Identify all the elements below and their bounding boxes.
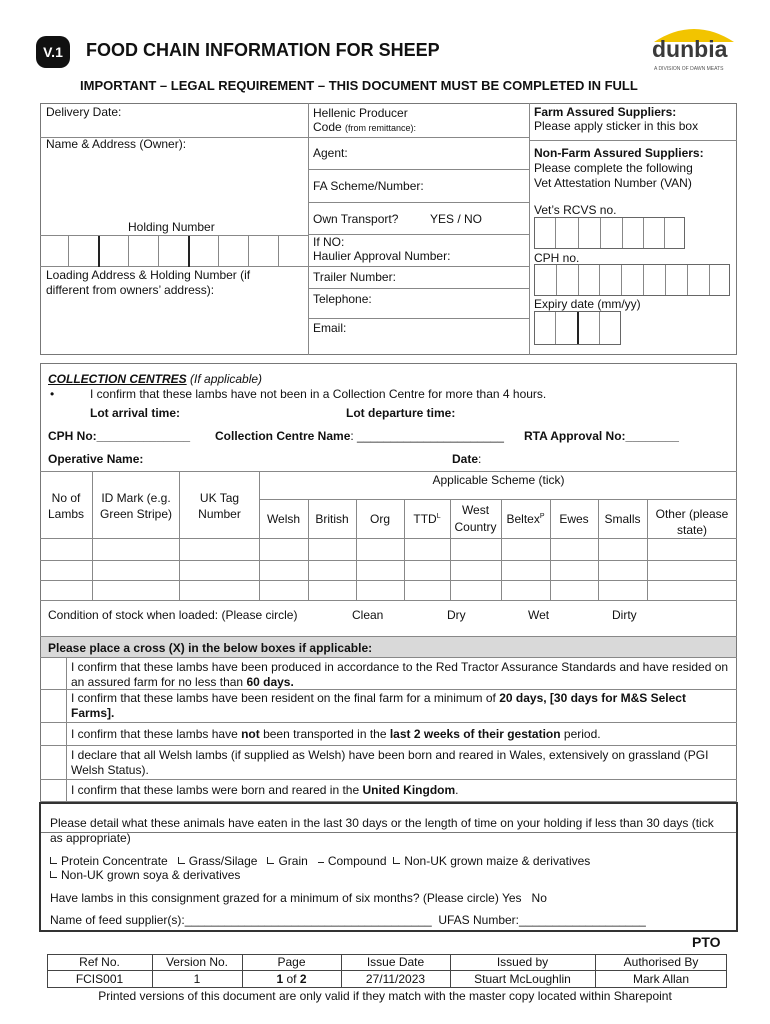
r5-text: I confirm that these lambs were born and reared in the [71, 783, 363, 797]
page-of: of [283, 972, 300, 986]
non-farm-text-1: Please complete the following [534, 161, 693, 175]
farm-assured-text: Please apply sticker in this box [534, 119, 699, 133]
feed-compound-label: Compound [327, 854, 387, 868]
beltex-sup: P [539, 513, 545, 520]
r3-text-c: been transported in the [259, 727, 390, 741]
scheme-ttd [404, 512, 450, 526]
cph-boxes[interactable] [534, 264, 730, 296]
vets-rcvs-boxes[interactable] [534, 217, 685, 249]
footer-hdr-issued-by: Issued by [496, 955, 549, 969]
scheme-west-country: West Country [454, 503, 497, 534]
code-note: (from remittance): [345, 123, 417, 133]
loading-address-label: Loading Address & Holding Number (if different from owners’ address): [46, 268, 251, 297]
non-farm-text-2: Vet Attestation Number (VAN) [534, 176, 692, 190]
col-no-of-lambs: No of Lambs [47, 491, 85, 521]
scheme-welsh: Welsh [266, 512, 301, 526]
feed-grass-label: Grass/Silage [188, 854, 258, 868]
scheme-beltex [501, 512, 550, 526]
footer-ref: FCIS001 [75, 972, 124, 986]
code-text: Code [313, 120, 342, 134]
collection-centres-title [48, 372, 262, 386]
footer-authorised-by: Mark Allan [632, 972, 690, 986]
lot-arrival-time-label: Lot arrival time: [90, 406, 181, 420]
cross-box-4[interactable] [41, 746, 66, 779]
farm-assured-title: Farm Assured Suppliers: [534, 105, 677, 119]
centre-name-blank: : ______________________ [350, 429, 504, 443]
feed-grass[interactable] [178, 854, 258, 868]
footer-hdr-issue-date: Issue Date [366, 955, 425, 969]
condition-dry[interactable]: Dry [447, 608, 466, 622]
cross-statement-1 [71, 660, 731, 690]
telephone-label: Telephone: [313, 292, 372, 306]
lot-departure-time-label: Lot departure time: [346, 406, 456, 420]
condition-label: Condition of stock when loaded: (Please circle) [48, 608, 298, 622]
cph-no-label: CPH no. [534, 251, 580, 265]
r1-text: I confirm that these lambs have been produced in accordance to the Red Tractor Assurance Standards and have resided on an assured farm for no less than [71, 660, 729, 689]
condition-dirty[interactable]: Dirty [612, 608, 637, 622]
footer-issued-by: Stuart McLoughlin [474, 972, 571, 986]
page-total: 2 [299, 972, 307, 986]
feed-protein[interactable] [50, 854, 168, 868]
cross-box-3[interactable] [41, 723, 66, 745]
haulier-approval-label: Haulier Approval Number: [313, 249, 451, 263]
feed-maize-label: Non-UK grown maize & derivatives [404, 854, 591, 868]
scheme-beltex-text: Beltex [506, 512, 540, 526]
fa-scheme-label: FA Scheme/Number: [313, 179, 424, 193]
rta-approval-field[interactable]: RTA Approval No:________ [524, 429, 679, 443]
r3-text-e: period. [560, 727, 601, 741]
footer-issue-date: 27/11/2023 [365, 972, 426, 986]
operative-name-label: Operative Name: [48, 452, 144, 466]
version-badge: V.1 [36, 36, 70, 68]
cross-statement-5 [71, 783, 731, 797]
centre-name-label: Collection Centre Name [215, 429, 351, 443]
feed-intro: Please detail what these animals have eaten in the last 30 days or the length of time on your holding if less than 30 days (tick as appropriate) [50, 816, 714, 845]
pto-label: PTO [692, 934, 721, 950]
cross-statement-3 [71, 727, 731, 741]
feed-maize[interactable] [393, 854, 590, 868]
expiry-date-boxes[interactable] [534, 311, 621, 345]
r1-bold: 60 days. [246, 675, 294, 689]
logo-subtitle: A DIVISION OF DAWN MEATS [654, 66, 724, 72]
r3-bold-gestation: last 2 weeks of their gestation [389, 727, 561, 741]
expiry-date-label: Expiry date (mm/yy) [534, 297, 641, 311]
footer-note: Printed versions of this document are only valid if they match with the master copy located within Sharepoint [98, 989, 672, 1003]
scheme-british: British [315, 512, 349, 526]
scheme-org: Org [369, 512, 390, 526]
hellenic-producer-label: Hellenic Producer [313, 106, 408, 120]
condition-clean[interactable]: Clean [352, 608, 384, 622]
non-farm-assured-title: Non-Farm Assured Suppliers: [534, 146, 704, 160]
scheme-ewes: Ewes [559, 512, 589, 526]
footer-hdr-page: Page [277, 955, 306, 969]
feed-soya[interactable] [50, 868, 240, 882]
date-colon: : [478, 452, 482, 466]
cph-no-field[interactable]: CPH No:______________ [48, 429, 191, 443]
dunbia-logo [648, 22, 740, 78]
feed-grain-label: Grain [278, 854, 308, 868]
cross-box-1[interactable] [41, 658, 66, 689]
cross-statement-4: I declare that all Welsh lambs (if supplied as Welsh) have been born and reared in Wales, extensively on grassland (PGI Welsh Status). [71, 748, 709, 777]
footer-page [242, 972, 341, 986]
feed-soya-label: Non-UK grown soya & derivatives [61, 868, 241, 882]
legal-notice: IMPORTANT – LEGAL REQUIREMENT – THIS DOCUMENT MUST BE COMPLETED IN FULL [80, 78, 638, 93]
trailer-number-label: Trailer Number: [313, 270, 396, 284]
col-uk-tag: UK Tag Number [198, 491, 241, 521]
page-current: 1 [276, 972, 284, 986]
feed-compound[interactable] [318, 854, 387, 868]
cross-statement-2 [71, 691, 731, 721]
owner-name-address-label: Name & Address (Owner): [46, 137, 187, 151]
date-text: Date [452, 452, 479, 466]
delivery-date-label: Delivery Date: [46, 105, 122, 119]
footer-hdr-version: Version No. [165, 955, 229, 969]
cross-box-2[interactable] [41, 690, 66, 722]
collection-title-note: (If applicable) [190, 372, 263, 386]
r3-bold-not: not [241, 727, 260, 741]
r3-text-a: I confirm that these lambs have [71, 727, 242, 741]
feed-supplier-field[interactable]: Name of feed supplier(s):_____________________________________ UFAS Number:___________________ [50, 913, 646, 927]
grazed-question[interactable]: Have lambs in this consignment grazed for a minimum of six months? (Please circle) Yes No [50, 891, 547, 905]
scheme-smalls: Smalls [604, 512, 641, 526]
condition-wet[interactable]: Wet [528, 608, 550, 622]
collection-centre-name-field[interactable] [215, 429, 504, 443]
col-id-mark: ID Mark (e.g. Green Stripe) [99, 491, 173, 521]
own-transport-label: Own Transport? [313, 212, 399, 226]
cross-box-5[interactable] [41, 780, 66, 801]
collection-title-text: COLLECTION CENTRES [48, 372, 187, 386]
feed-protein-label: Protein Concentrate [61, 854, 168, 868]
footer-hdr-ref: Ref No. [79, 955, 120, 969]
ttd-sup: L [436, 513, 441, 520]
holding-number-boxes[interactable] [40, 235, 308, 267]
feed-options-row1 [50, 854, 590, 868]
email-label: Email: [313, 321, 347, 335]
feed-options-row2 [50, 868, 240, 882]
holding-number-label: Holding Number [128, 220, 215, 234]
footer-version: 1 [193, 972, 201, 986]
feed-grain[interactable] [267, 854, 307, 868]
agent-label: Agent: [313, 146, 348, 160]
vets-rcvs-label: Vet’s RCVS no. [534, 203, 617, 217]
r2-text: I confirm that these lambs have been resident on the final farm for a minimum of [71, 691, 500, 705]
r5-period: . [455, 783, 459, 797]
footer-hdr-authorised: Authorised By [623, 955, 699, 969]
scheme-other: Other (please state) [655, 507, 729, 537]
code-label [313, 120, 416, 134]
date-label [452, 452, 481, 466]
cross-header: Please place a cross (X) in the below boxes if applicable: [48, 641, 373, 655]
r2-bold: 20 days, [30 days for M&S Select Farms]. [71, 691, 686, 720]
col-applicable-scheme: Applicable Scheme (tick) [432, 473, 565, 487]
own-transport-yes-no[interactable]: YES / NO [430, 212, 483, 226]
logo-text: dunbia [652, 36, 728, 62]
page-title: FOOD CHAIN INFORMATION FOR SHEEP [86, 40, 440, 60]
if-no-label: If NO: [313, 235, 345, 249]
collection-bullet-text: I confirm that these lambs have not been in a Collection Centre for more than 4 hours. [90, 387, 547, 401]
collection-bullet: • I confirm that these lambs have not been in a Collection Centre for more than 4 hours. [50, 387, 547, 401]
scheme-ttd-text: TTD [413, 512, 437, 526]
r5-bold: United Kingdom [362, 783, 456, 797]
